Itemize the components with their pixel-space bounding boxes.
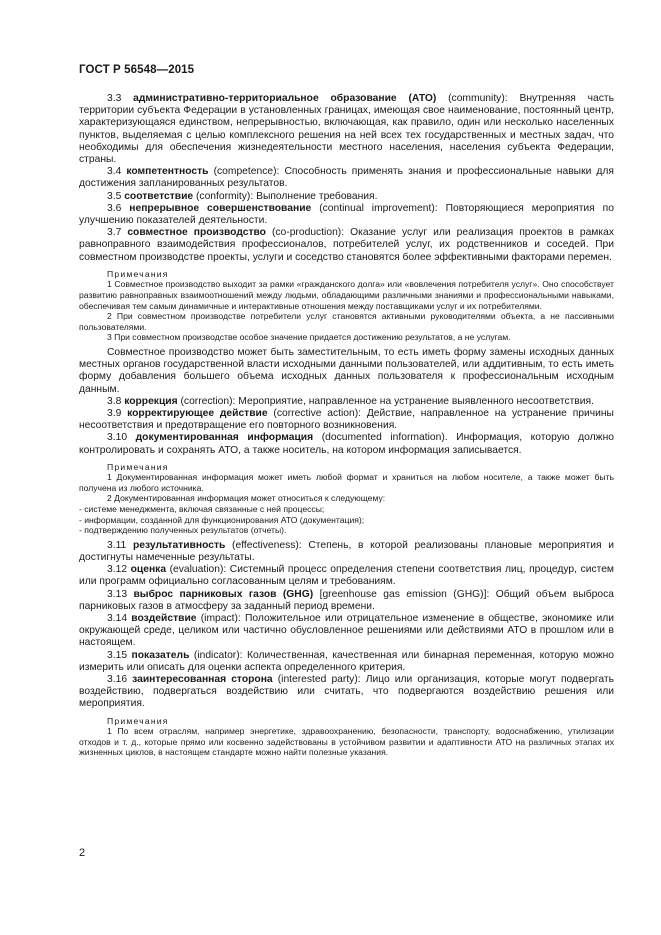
term-3-15: 3.15 показатель (indicator): Количественная, качественная или бинарная переменная, которую можно измерить или описать для оценки аспекта определенного критерия. [79, 649, 615, 673]
notes-3-7 [79, 269, 614, 343]
term-3-16: 3.16 заинтересованная сторона (interested party): Лицо или организация, которые могут подвергать воздействию, подвергаться воздействию или считать, что подвергаются воздействию решения или мероприятия. [79, 674, 614, 710]
term-3-4: 3.4 компетентность (competence): Способность применять знания и профессиональные навыки для достижения запланированных результатов. [79, 166, 614, 190]
term-3-7-continuation: Совместное производство может быть заместительным, то есть иметь форму замены исходных данных местных органов государственной власти исходными данными пользователей, или аддитивным, то есть иметь форму добавления большего объема исходных данных пользователя к профессиональным исходным данным. [79, 346, 614, 395]
term-3-7: 3.7 совместное производство (co-production): Оказание услуг или реализация проектов в рамках равноправного взаимодействия профессионалов, потребителей услуг, их родственников и соседей. При совместном производстве проекты, услуги и соседство становятся более эффективными факторами перемен. [79, 227, 614, 263]
note-3-10-dash-3: - подтверждению полученных результатов (отчеты). [79, 525, 287, 536]
notes-3-16 [79, 716, 614, 758]
note-3-7-3: 3 При совместном производстве особое значение придается достижению результатов, а не услугам. [107, 332, 511, 343]
term-3-8: 3.8 коррекция (correction): Мероприятие, направленное на устранение выявленного несоответствия. [107, 395, 594, 407]
note-3-16-1: 1 По всем отраслям, например энергетике, здравоохранению, безопасности, транспорту, водоснабжению, утилизации отходов и т. д., которые прямо или косвенно задействованы в устойчивом развитии и адаптивности АТО на различных этапах их жизненных циклов, в настоящем стандарте можно найти полезные указания. [79, 726, 614, 758]
term-3-12: 3.12 оценка (evaluation): Системный процесс определения степени соответствия лиц, процедур, систем или программ официально согласованным целям и требованиям. [79, 564, 614, 588]
note-3-7-2: 2 При совместном производстве потребители услуг становятся активными руководителями объекта, а не пассивными пользователями. [79, 311, 614, 332]
notes-heading: Примечания [107, 461, 169, 472]
notes-3-10 [79, 462, 614, 536]
note-3-7-1: 1 Совместное производство выходит за рамки «гражданского долга» или «вовлечения потребителя услуг». Оно способствует развитию равноправных взаимоотношений между людьми, обладающими различными знаниями и профессиональными навыками, обеспечивая тем самым динамичные и интерактивные отношения между поставщиками услуг и их потребителями. [79, 279, 614, 311]
note-3-10-dash-1: - системе менеджмента, включая связанные с ней процессы; [79, 504, 325, 515]
term-3-9: 3.9 корректирующее действие (corrective action): Действие, направленное на устранение причины несоответствия и предотвращение его повторного возникновения. [79, 407, 614, 432]
term-3-11: 3.11 результативность (effectiveness): Степень, в которой реализованы плановые мероприятия и достигнуты намеченные результаты. [79, 539, 614, 563]
note-3-10-2: 2 Документированная информация может относиться к следующему: [107, 493, 386, 504]
document-header: ГОСТ Р 56548—2015 [79, 64, 195, 76]
term-3-5: 3.5 соответствие (conformity): Выполнение требования. [107, 190, 378, 202]
term-3-3: 3.3 административно-территориальное образование (АТО) (community): Внутренняя часть территории субъекта Федерации в установленных границах, имеющая свое наименование, постоянный центр, характеризующаяся единством, непрерывностью, включающая, как правило, один или несколько населенных пунктов, выделяемая с целью комплексного решения на ней всех тех государственных и местных задач, что необходимы для обеспечения жизнедеятельности местного населения, населения субъекта Федерации, страны. [79, 93, 614, 166]
document-body [79, 93, 614, 762]
term-3-6: 3.6 непрерывное совершенствование (continual improvement): Повторяющиеся мероприятия по улучшению показателей деятельности. [79, 202, 614, 227]
term-3-13: 3.13 выброс парниковых газов (GHG) [greenhouse gas emission (GHG)]: Общий объем выброса парниковых газов в атмосферу за заданный период времени. [79, 588, 615, 612]
term-3-14: 3.14 воздействие (impact): Положительное или отрицательное изменение в обществе, экономике или окружающей среде, целиком или частично обусловленное решениями или действиями АТО в прошлом или в настоящем. [79, 613, 615, 649]
notes-heading: Примечания [107, 268, 169, 279]
notes-heading: Примечания [107, 715, 169, 726]
page-number: 2 [79, 847, 86, 859]
note-3-10-1: 1 Документированная информация может иметь любой формат и храниться на любом носителе, а также может быть получена из любого источника. [79, 472, 614, 493]
note-3-10-dash-2: - информации, созданной для функционирования АТО (документация); [79, 514, 365, 525]
term-3-10: 3.10 документированная информация (documented information). Информация, которую должно контролировать и сохранять АТО, а также носитель, на котором информация записывается. [79, 432, 614, 456]
